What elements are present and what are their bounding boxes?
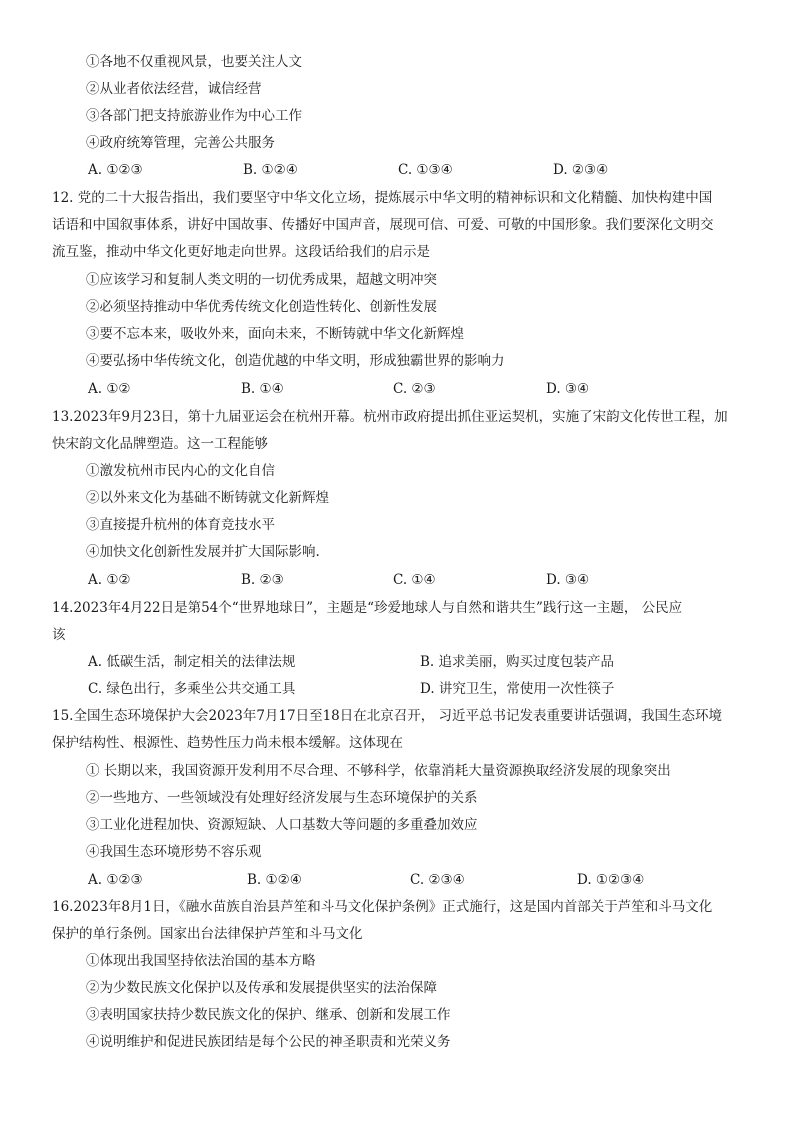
q11-option-a[interactable]: A. ①②③ [88, 162, 143, 178]
q12-option-c[interactable]: C. ②③ [393, 381, 436, 397]
q16-statement-3: ③表明国家扶持少数民族文化的保护、继承、创新和发展工作 [86, 1007, 451, 1023]
q11-option-c[interactable]: C. ①③④ [398, 162, 453, 178]
q12-option-b[interactable]: B. ①④ [241, 381, 284, 397]
q14-option-a[interactable]: A. 低碳生活，制定相关的法律法规 [88, 654, 296, 670]
q13-statement-1: ①激发杭州市民内心的文化自信 [86, 463, 275, 479]
q14-option-c[interactable]: C. 绿色出行，多乘坐公共交通工具 [88, 681, 296, 697]
q16-statement-4: ④说明维护和促进民族团结是每个公民的神圣职责和光荣义务 [86, 1034, 451, 1050]
q12-option-a[interactable]: A. ①② [88, 381, 131, 397]
q14-stem-line-2: 该 [52, 627, 66, 643]
q14-stem-line-1: 14.2023年4月22日是第54个“世界地球日”，主题是“珍爱地球人与自然和谐共生”践行这一主题， 公民应 [52, 600, 683, 616]
q15-option-d[interactable]: D. ①②③④ [577, 872, 645, 888]
q11-statement-2: ②从业者依法经营，诚信经营 [86, 81, 262, 97]
q15-stem-line-2: 保护结构性、根源性、趋势性压力尚未根本缓解。这体现在 [52, 735, 403, 751]
q15-option-b[interactable]: B. ①②④ [247, 872, 302, 888]
q16-statement-1: ①体现出我国坚持依法治国的基本方略 [86, 953, 316, 969]
q13-stem-line-1: 13.2023年9月23日，第十九届亚运会在杭州开幕。杭州市政府提出抓住亚运契机，实施了宋韵文化传世工程，加 [52, 409, 728, 425]
q13-statement-4: ④加快文化创新性发展并扩大国际影响. [86, 544, 320, 560]
q12-stem-line-2: 话语和中国叙事体系，讲好中国故事、传播好中国声音，展现可信、可爱、可敬的中国形象。我们要深化文明交 [52, 217, 714, 233]
q12-statement-2: ②必须坚持推动中华优秀传统文化创造性转化、创新性发展 [86, 299, 437, 315]
q15-option-c[interactable]: C. ②③④ [410, 872, 465, 888]
q15-statement-4: ④我国生态环境形势不容乐观 [86, 844, 262, 860]
q12-statement-4: ④要弘扬中华传统文化，创造优越的中华文明，形成独霸世界的影响力 [86, 353, 505, 369]
q13-stem-line-2: 快宋韵文化品牌塑造。这一工程能够 [52, 436, 268, 452]
q12-statement-3: ③要不忘本来，吸收外来，面向未来，不断铸就中华文化新辉煌 [86, 326, 464, 342]
q13-statement-2: ②以外来文化为基础不断铸就文化新辉煌 [86, 490, 329, 506]
q15-statement-1: ① 长期以来，我国资源开发利用不尽合理、不够科学，依靠消耗大量资源换取经济发展的现象突出 [86, 763, 671, 779]
q16-stem-line-2: 保护的单行条例。国家出台法律保护芦笙和斗马文化 [52, 926, 363, 942]
q15-stem-line-1: 15.全国生态环境保护大会2023年7月17日至18日在北京召开， 习近平总书记发表重要讲话强调，我国生态环境 [52, 708, 723, 724]
q12-option-d[interactable]: D. ③④ [546, 381, 590, 397]
q14-option-b[interactable]: B. 追求美丽，购买过度包装产品 [420, 654, 615, 670]
q11-option-d[interactable]: D. ②③④ [553, 162, 609, 178]
q13-option-c[interactable]: C. ①④ [393, 572, 436, 588]
q16-statement-2: ②为少数民族文化保护以及传承和发展提供坚实的法治保障 [86, 980, 437, 996]
q14-option-d[interactable]: D. 讲究卫生，常使用一次性筷子 [420, 681, 615, 697]
q15-statement-2: ②一些地方、一些领域没有处理好经济发展与生态环境保护的关系 [86, 790, 478, 806]
q16-stem-line-1: 16.2023年8月1日，《融水苗族自治县芦笙和斗马文化保护条例》正式施行，这是国内首部关于芦笙和斗马文化 [52, 899, 713, 915]
q11-statement-1: ①各地不仅重视风景，也要关注人文 [86, 54, 302, 70]
q15-option-a[interactable]: A. ①②③ [88, 872, 143, 888]
q13-statement-3: ③直接提升杭州的体育竞技水平 [86, 517, 275, 533]
q12-stem-line-1: 12. 党的二十大报告指出，我们要坚守中华文化立场，提炼展示中华文明的精神标识和文化精髓、加快构建中国 [52, 190, 713, 206]
q12-stem-line-3: 流互鉴，推动中华文化更好地走向世界。这段话给我们的启示是 [52, 244, 430, 260]
q13-option-d[interactable]: D. ③④ [546, 572, 590, 588]
q15-statement-3: ③工业化进程加快、资源短缺、人口基数大等问题的多重叠加效应 [86, 817, 478, 833]
q12-statement-1: ①应该学习和复制人类文明的一切优秀成果，超越文明冲突 [86, 272, 437, 288]
q13-option-b[interactable]: B. ②③ [241, 572, 284, 588]
q13-option-a[interactable]: A. ①② [88, 572, 131, 588]
q11-statement-3: ③各部门把支持旅游业作为中心工作 [86, 108, 302, 124]
q11-option-b[interactable]: B. ①②④ [243, 162, 298, 178]
q11-statement-4: ④政府统筹管理，完善公共服务 [86, 135, 275, 151]
